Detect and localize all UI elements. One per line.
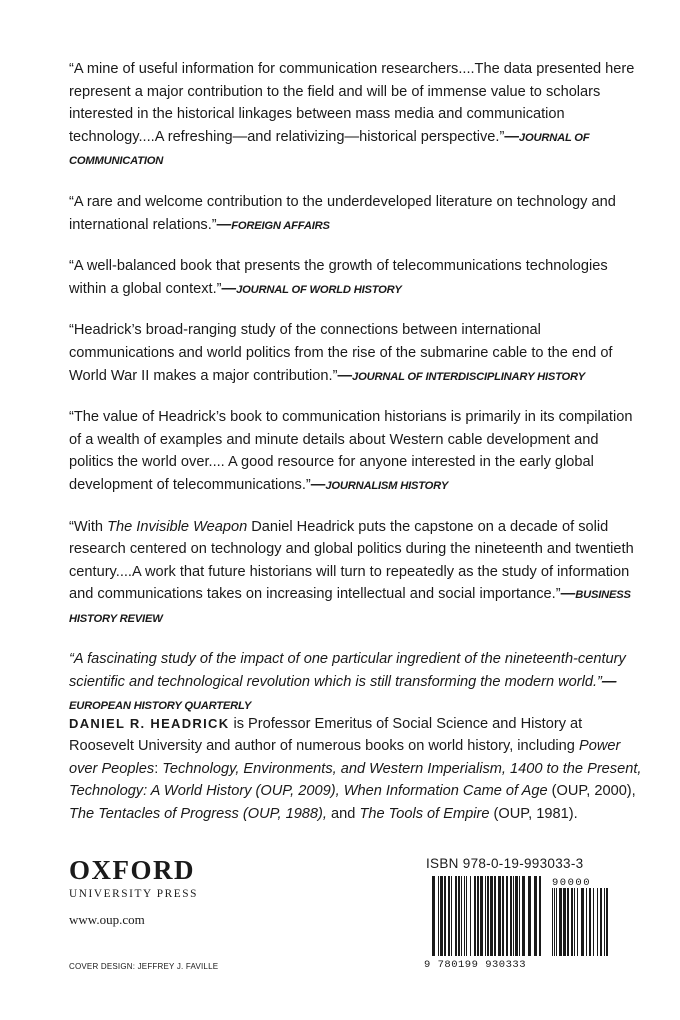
- reviews-section: [69, 58, 641, 735]
- barcode-bar: [563, 888, 566, 956]
- bio-text: (OUP, 1981).: [489, 805, 578, 822]
- barcode-bar: [444, 876, 446, 956]
- barcode-addon-digits: 90000: [552, 877, 592, 889]
- barcode-bar: [448, 876, 450, 956]
- barcode-bar: [461, 876, 462, 956]
- barcode-bar: [571, 888, 573, 956]
- author-name: DANIEL R. HEADRICK: [69, 715, 230, 731]
- cover-credit: COVER DESIGN: JEFFREY J. FAVILLE: [69, 962, 219, 971]
- barcode-bar: [451, 876, 452, 956]
- barcode-bar: [515, 876, 518, 956]
- barcode-bar: [556, 888, 557, 956]
- publisher-url: www.oup.com: [69, 912, 145, 927]
- review-quote: “A rare and welcome contribution to the underdeveloped literature on technology and international relations.”—FOREIGN AFFAIRS: [69, 193, 616, 233]
- barcode-bar: [464, 876, 465, 956]
- barcode-bar: [534, 876, 537, 956]
- bio-text: :: [154, 760, 163, 777]
- review-quote: “With The Invisible Weapon Daniel Headrick puts the capstone on a decade of solid research centered on technology and global politics during the nineteenth and twentieth century....A work that future historians will turn to repeatedly as the study of information and communications takes on increasing intellectual and social importance.”—BUSINESS HISTORY REVIEW: [69, 518, 634, 625]
- review-source: JOURNALISM HISTORY: [325, 479, 449, 492]
- barcode-bar: [458, 876, 460, 956]
- barcode-bar: [440, 876, 443, 956]
- barcode-bar: [510, 876, 512, 956]
- bio-text: and: [326, 805, 360, 822]
- bio-title: The Tentacles of Progress (OUP, 1988),: [69, 805, 327, 822]
- barcode-bar: [589, 888, 591, 956]
- barcode-bar: [519, 876, 520, 956]
- barcode-bar: [432, 876, 435, 956]
- barcode-bar: [528, 876, 531, 956]
- barcode-digits: 9 780199 930333: [424, 959, 527, 970]
- barcode-bar: [522, 876, 525, 956]
- barcode-bar: [586, 888, 587, 956]
- publisher-subtitle: UNIVERSITY PRESS: [69, 888, 199, 900]
- review-quote: “The value of Headrick’s book to communication historians is primarily in its compilation of a wealth of examples and minute details about Western cable development and politics the world over.... A good resource for anyone interested in the early global development of telecommunications.”—JOURNALISM HISTORY: [69, 409, 633, 493]
- bio-text: is Professor Emeritus of Social Science and History at Roosevelt University and author of numerous books on world history, including: [69, 715, 583, 755]
- barcode-bar: [494, 876, 496, 956]
- barcode-bar: [490, 876, 493, 956]
- quote-text: Daniel Headrick puts the capstone on a decade of solid research centered on technology and global politics during the nineteenth and twentieth century....A work that future historians will turn to repeatedly as the study of information and communications takes on increasing intellectual and social importance.”: [69, 518, 634, 603]
- review-source: EUROPEAN HISTORY QUARTERLY: [69, 699, 252, 712]
- quote-text: “With: [69, 518, 108, 535]
- review-source: FOREIGN AFFAIRS: [231, 219, 330, 232]
- quote-text: “Headrick’s broad-ranging study of the connections between international communications and world politics from the rise of the submarine cable to the end of World War II makes a major contribution.”: [69, 322, 613, 384]
- review-source: JOURNAL OF COMMUNICATION: [69, 131, 590, 168]
- bio-text: (OUP, 2000),: [547, 783, 636, 800]
- barcode-bar: [577, 888, 578, 956]
- book-title: The Invisible Weapon: [107, 518, 248, 535]
- bio-title: Power over Peoples: [69, 738, 621, 777]
- barcode-bar: [513, 876, 514, 956]
- barcode-bar: [474, 876, 476, 956]
- barcode-bar: [567, 888, 569, 956]
- bio-title: The Tools of Empire: [359, 805, 490, 822]
- quote-text: “A mine of useful information for communication researchers....The data presented here represent a major contribution to the field and will be of immense value to scholars interested in the historical linkages between mass media and communication technology....A refreshing—and relativizing—historical perspective.”: [69, 61, 635, 145]
- barcode-bar: [480, 876, 483, 956]
- barcode-bar: [438, 876, 439, 956]
- barcode-bar: [552, 888, 553, 956]
- barcode-bar: [470, 876, 471, 956]
- barcode-bar: [604, 888, 605, 956]
- barcode-bar: [455, 876, 457, 956]
- quote-text: “A well-balanced book that presents the growth of telecommunications technologies within a global context.”: [69, 258, 608, 297]
- quote-text: “A fascinating study of the impact of one particular ingredient of the nineteenth-century scientific and technological revolution which is still transforming the modern world.”: [69, 651, 626, 691]
- barcode-bar: [597, 888, 598, 956]
- barcode-bar: [593, 888, 594, 956]
- barcode-bar: [487, 876, 489, 956]
- review-source: JOURNAL OF INTERDISCIPLINARY HISTORY: [352, 370, 586, 383]
- bio-title: Technology, Environments, and Western Imperialism, 1400 to the Present, Technology: A World History (OUP, 2009), When Information Came of Age: [69, 760, 642, 800]
- barcode-bar: [574, 888, 575, 956]
- barcode-bar: [477, 876, 479, 956]
- isbn-label: ISBN 978-0-19-993033-3: [426, 856, 584, 871]
- barcode-bar: [466, 876, 467, 956]
- publisher-logo: [69, 856, 198, 901]
- review-quote: “A mine of useful information for communication researchers....The data presented here represent a major contribution to the field and will be of immense value to scholars interested in the historical linkages between mass media and communication technology....A refreshing—and relativizing—historical perspective.”—JOURNAL OF COMMUNICATION: [69, 61, 635, 168]
- barcode: [424, 874, 610, 970]
- barcode-bar: [506, 876, 508, 956]
- barcode-bar: [539, 876, 541, 956]
- review-quote: “A well-balanced book that presents the growth of telecommunications technologies within a global context.”—JOURNAL OF WORLD HISTORY: [69, 258, 608, 297]
- barcode-bar: [581, 888, 584, 956]
- author-bio: [69, 713, 644, 826]
- review-source: BUSINESS HISTORY REVIEW: [69, 589, 631, 625]
- barcode-bar: [606, 888, 608, 956]
- barcode-bar: [502, 876, 504, 956]
- barcode-bar: [600, 888, 602, 956]
- barcode-bar: [559, 888, 562, 956]
- barcode-bar: [498, 876, 501, 956]
- review-source: JOURNAL OF WORLD HISTORY: [236, 283, 402, 296]
- quote-text: “A rare and welcome contribution to the underdeveloped literature on technology and international relations.”: [69, 193, 616, 233]
- quote-text: “The value of Headrick’s book to communication historians is primarily in its compilation of a wealth of examples and minute details about Western cable development and politics the world over.... A good resource for anyone interested in the early global development of telecommunications.”: [69, 409, 633, 493]
- barcode-bar: [554, 888, 555, 956]
- review-quote: “Headrick’s broad-ranging study of the connections between international communications and world politics from the rise of the submarine cable to the end of World War II makes a major contribution.”—JOURNAL OF INTERDISCIPLINARY HISTORY: [69, 322, 613, 384]
- review-quote: “A fascinating study of the impact of one particular ingredient of the nineteenth-century scientific and technological revolution which is still transforming the modern world.”—EUROPEAN HISTORY QUARTERLY: [69, 651, 626, 712]
- publisher-name: OXFORD: [69, 855, 195, 885]
- barcode-bar: [485, 876, 486, 956]
